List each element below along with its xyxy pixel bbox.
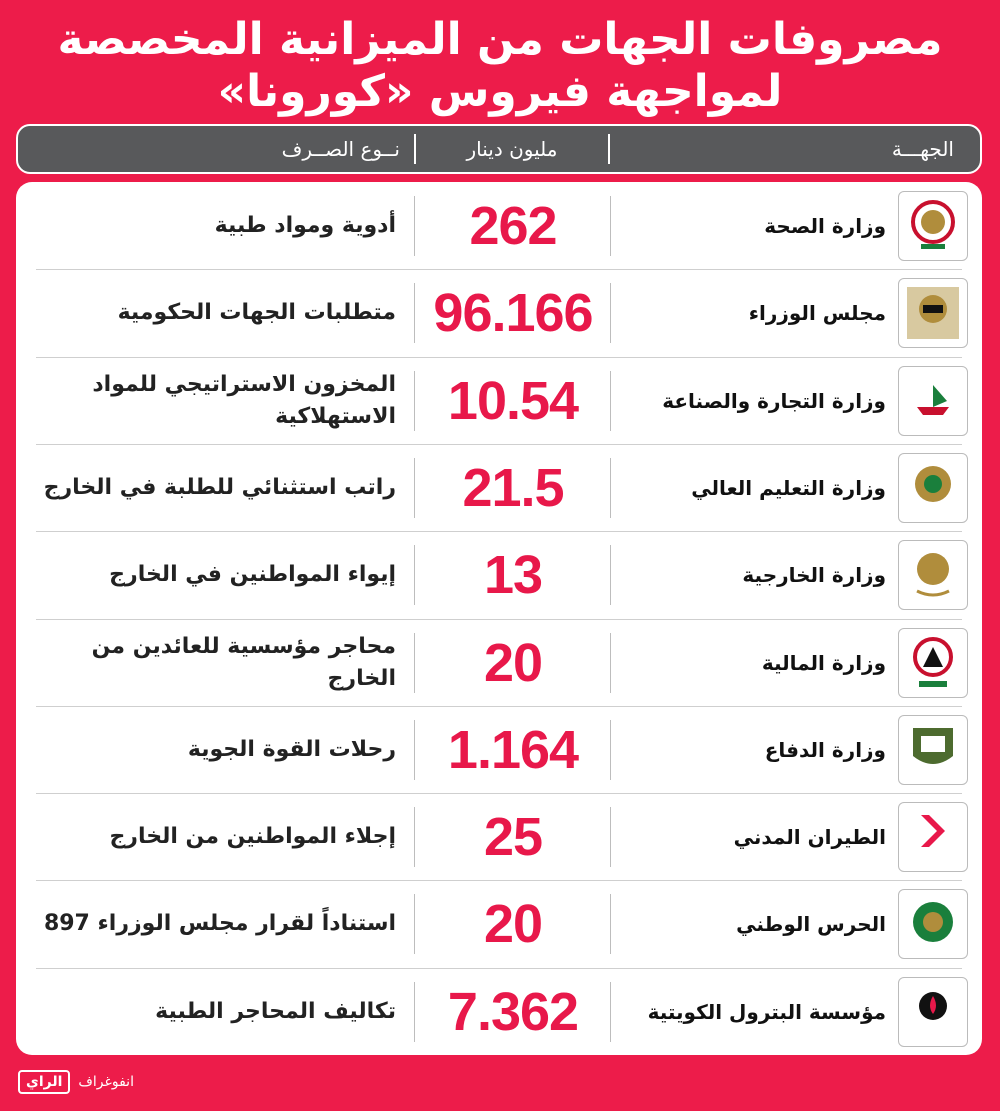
entity-cell [616,716,968,784]
table-row [16,968,982,1055]
amount-value: 25 [483,806,543,867]
brand-logo: الراي [18,1070,70,1094]
table-row [16,880,982,967]
title-line-2: لمواجهة فيروس «كورونا» [217,66,783,117]
amount-value: 20 [483,893,543,954]
column-divider [610,982,611,1042]
expense-type: إجلاء المواطنين من الخارج [109,823,396,849]
column-divider [610,371,611,431]
column-divider [414,371,415,431]
amount-value: 96.166 [433,282,593,343]
column-divider [414,720,415,780]
column-divider [610,807,611,867]
expenses-table [16,182,982,1055]
expense-type: متطلبات الجهات الحكومية [117,299,396,325]
ministry-of-higher-education-logo [898,453,968,523]
table-row [16,619,982,706]
table-row [16,269,982,356]
column-divider [610,458,611,518]
column-divider [610,545,611,605]
entity-name: وزارة المالية [761,651,886,675]
expense-type: استناداً لقرار مجلس الوزراء 897 [43,910,396,936]
amount-value: 7.362 [447,981,579,1042]
expense-type: إيواء المواطنين في الخارج [109,561,396,587]
expense-type: محاجر مؤسسية للعائدين من الخارج [91,633,396,691]
column-divider [610,894,611,954]
entity-name: الحرس الوطني [736,912,886,936]
table-row [16,531,982,618]
expense-type: تكاليف المحاجر الطبية [155,998,396,1024]
column-divider [414,633,415,693]
ministry-of-commerce-logo [898,366,968,436]
expense-type: راتب استثنائي للطلبة في الخارج [43,474,396,500]
column-divider [610,633,611,693]
page-title [0,14,1000,118]
header-entity: الجهـــة [891,137,954,161]
column-divider [414,458,415,518]
national-guard-logo [898,889,968,959]
entity-cell [616,803,968,871]
entity-cell [616,978,968,1046]
amount-value: 13 [483,544,543,605]
amount-value: 10.54 [447,370,579,431]
table-row [16,357,982,444]
column-divider [414,196,415,256]
expense-type: المخزون الاستراتيجي للمواد الاستهلاكية [92,371,396,429]
column-divider [414,894,415,954]
entity-cell [616,192,968,260]
expense-type: رحلات القوة الجوية [187,736,396,762]
footer [18,1070,134,1094]
entity-name: وزارة التعليم العالي [691,476,886,500]
footer-label: انفوغراف [78,1074,134,1090]
entity-name: الطيران المدني [733,825,886,849]
column-divider [610,283,611,343]
entity-cell [616,367,968,435]
entity-name: وزارة الصحة [764,214,886,238]
column-divider [414,807,415,867]
civil-aviation-logo [898,802,968,872]
amount-value: 21.5 [462,457,564,518]
header-type: نــوع الصــرف [281,137,400,161]
ministry-of-defense-logo [898,715,968,785]
expense-type: أدوية ومواد طبية [214,212,396,238]
amount-value: 1.164 [447,719,579,780]
table-header [16,124,982,174]
council-of-ministers-logo [898,278,968,348]
entity-name: وزارة الدفاع [764,738,886,762]
table-row [16,793,982,880]
entity-cell [616,454,968,522]
table-row [16,444,982,531]
column-divider [610,196,611,256]
entity-cell [616,890,968,958]
kuwait-petroleum-logo [898,977,968,1047]
entity-cell [616,629,968,697]
entity-cell [616,279,968,347]
header-amount: مليون دينار [414,134,610,164]
amount-value: 20 [483,632,543,693]
entity-name: وزارة الخارجية [742,563,886,587]
entity-name: وزارة التجارة والصناعة [662,389,886,413]
column-divider [610,720,611,780]
entity-cell [616,541,968,609]
ministry-of-finance-logo [898,628,968,698]
column-divider [414,283,415,343]
column-divider [414,545,415,605]
column-divider [414,982,415,1042]
amount-value: 262 [469,195,557,256]
title-line-1: مصروفات الجهات من الميزانية المخصصة [57,14,943,65]
ministry-of-foreign-affairs-logo [898,540,968,610]
table-row [16,706,982,793]
entity-name: مؤسسة البترول الكويتية [647,1000,886,1024]
entity-name: مجلس الوزراء [748,301,886,325]
ministry-of-health-logo [898,191,968,261]
table-row [16,182,982,269]
